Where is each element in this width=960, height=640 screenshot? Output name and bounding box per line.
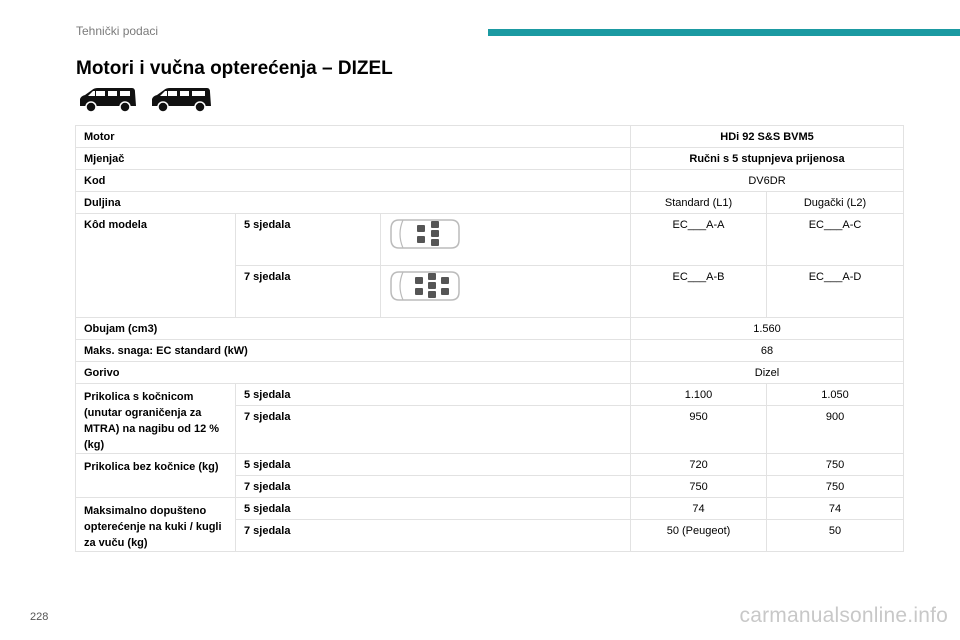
trailer-unbraked-7-l2: 750 — [767, 476, 904, 498]
long-van-icon — [150, 86, 212, 114]
motor-value: HDi 92 S&S BVM5 — [631, 126, 904, 148]
row-label-kuka: Maksimalno dopušteno opterećenje na kuki / kugli za vuču (kg) — [76, 498, 236, 552]
5-seat-layout-icon — [389, 217, 461, 251]
row-label-kod: Kod — [76, 170, 631, 192]
table-row — [76, 170, 904, 192]
table-row — [76, 214, 904, 266]
trailer-braked-7-l2: 900 — [767, 406, 904, 454]
model-code-5-l2: EC___A-C — [767, 214, 904, 266]
snaga-value: 68 — [631, 340, 904, 362]
seat-layout-cell — [381, 214, 631, 266]
row-label-prikolica-bez: Prikolica bez kočnice (kg) — [76, 454, 236, 498]
short-van-icon — [78, 86, 138, 114]
model-code-7-l1: EC___A-B — [631, 266, 767, 318]
towball-load-7-l2: 50 — [767, 520, 904, 552]
towball-load-5-l1: 74 — [631, 498, 767, 520]
table-row — [76, 498, 904, 520]
table-row — [76, 454, 904, 476]
spec-table — [75, 125, 904, 552]
row-label-motor: Motor — [76, 126, 631, 148]
seats-5-label: 5 sjedala — [236, 498, 631, 520]
seat-layout-cell — [381, 266, 631, 318]
row-label-prikolica-kocnica: Prikolica s kočnicom (unutar ograničenja za MTRA) na nagibu od 12 % (kg) — [76, 384, 236, 454]
model-code-7-l2: EC___A-D — [767, 266, 904, 318]
seats-5-label: 5 sjedala — [236, 454, 631, 476]
7-seat-layout-icon — [389, 269, 461, 303]
towball-load-7-l1: 50 (Peugeot) — [631, 520, 767, 552]
page-title: Motori i vučna opterećenja – DIZEL — [76, 58, 393, 79]
seats-7-label: 7 sjedala — [236, 476, 631, 498]
row-label-kod-modela: Kôd modela — [76, 214, 236, 318]
table-row — [76, 384, 904, 406]
watermark: carmanualsonline.info — [739, 604, 948, 627]
table-row — [76, 148, 904, 170]
trailer-unbraked-5-l1: 720 — [631, 454, 767, 476]
row-label-duljina: Duljina — [76, 192, 631, 214]
duljina-l2: Dugački (L2) — [767, 192, 904, 214]
kod-value: DV6DR — [631, 170, 904, 192]
table-row — [76, 340, 904, 362]
seats-7-label: 7 sjedala — [236, 406, 631, 454]
trailer-braked-5-l1: 1.100 — [631, 384, 767, 406]
trailer-braked-5-l2: 1.050 — [767, 384, 904, 406]
gorivo-value: Dizel — [631, 362, 904, 384]
seats-7-label: 7 sjedala — [236, 520, 631, 552]
row-label-mjenjac: Mjenjač — [76, 148, 631, 170]
section-header: Tehnički podaci — [76, 24, 159, 38]
seats-7-label: 7 sjedala — [236, 266, 381, 318]
towball-load-5-l2: 74 — [767, 498, 904, 520]
duljina-l1: Standard (L1) — [631, 192, 767, 214]
row-label-gorivo: Gorivo — [76, 362, 631, 384]
page-number: 228 — [30, 611, 49, 623]
trailer-braked-7-l1: 950 — [631, 406, 767, 454]
trailer-unbraked-7-l1: 750 — [631, 476, 767, 498]
header-accent-bar — [488, 29, 960, 36]
table-row — [76, 192, 904, 214]
table-row — [76, 362, 904, 384]
table-row — [76, 126, 904, 148]
row-label-snaga: Maks. snaga: EC standard (kW) — [76, 340, 631, 362]
mjenjac-value: Ručni s 5 stupnjeva prijenosa — [631, 148, 904, 170]
seats-5-label: 5 sjedala — [236, 384, 631, 406]
obujam-value: 1.560 — [631, 318, 904, 340]
row-label-obujam: Obujam (cm3) — [76, 318, 631, 340]
model-code-5-l1: EC___A-A — [631, 214, 767, 266]
table-row — [76, 318, 904, 340]
seats-5-label: 5 sjedala — [236, 214, 381, 266]
trailer-unbraked-5-l2: 750 — [767, 454, 904, 476]
